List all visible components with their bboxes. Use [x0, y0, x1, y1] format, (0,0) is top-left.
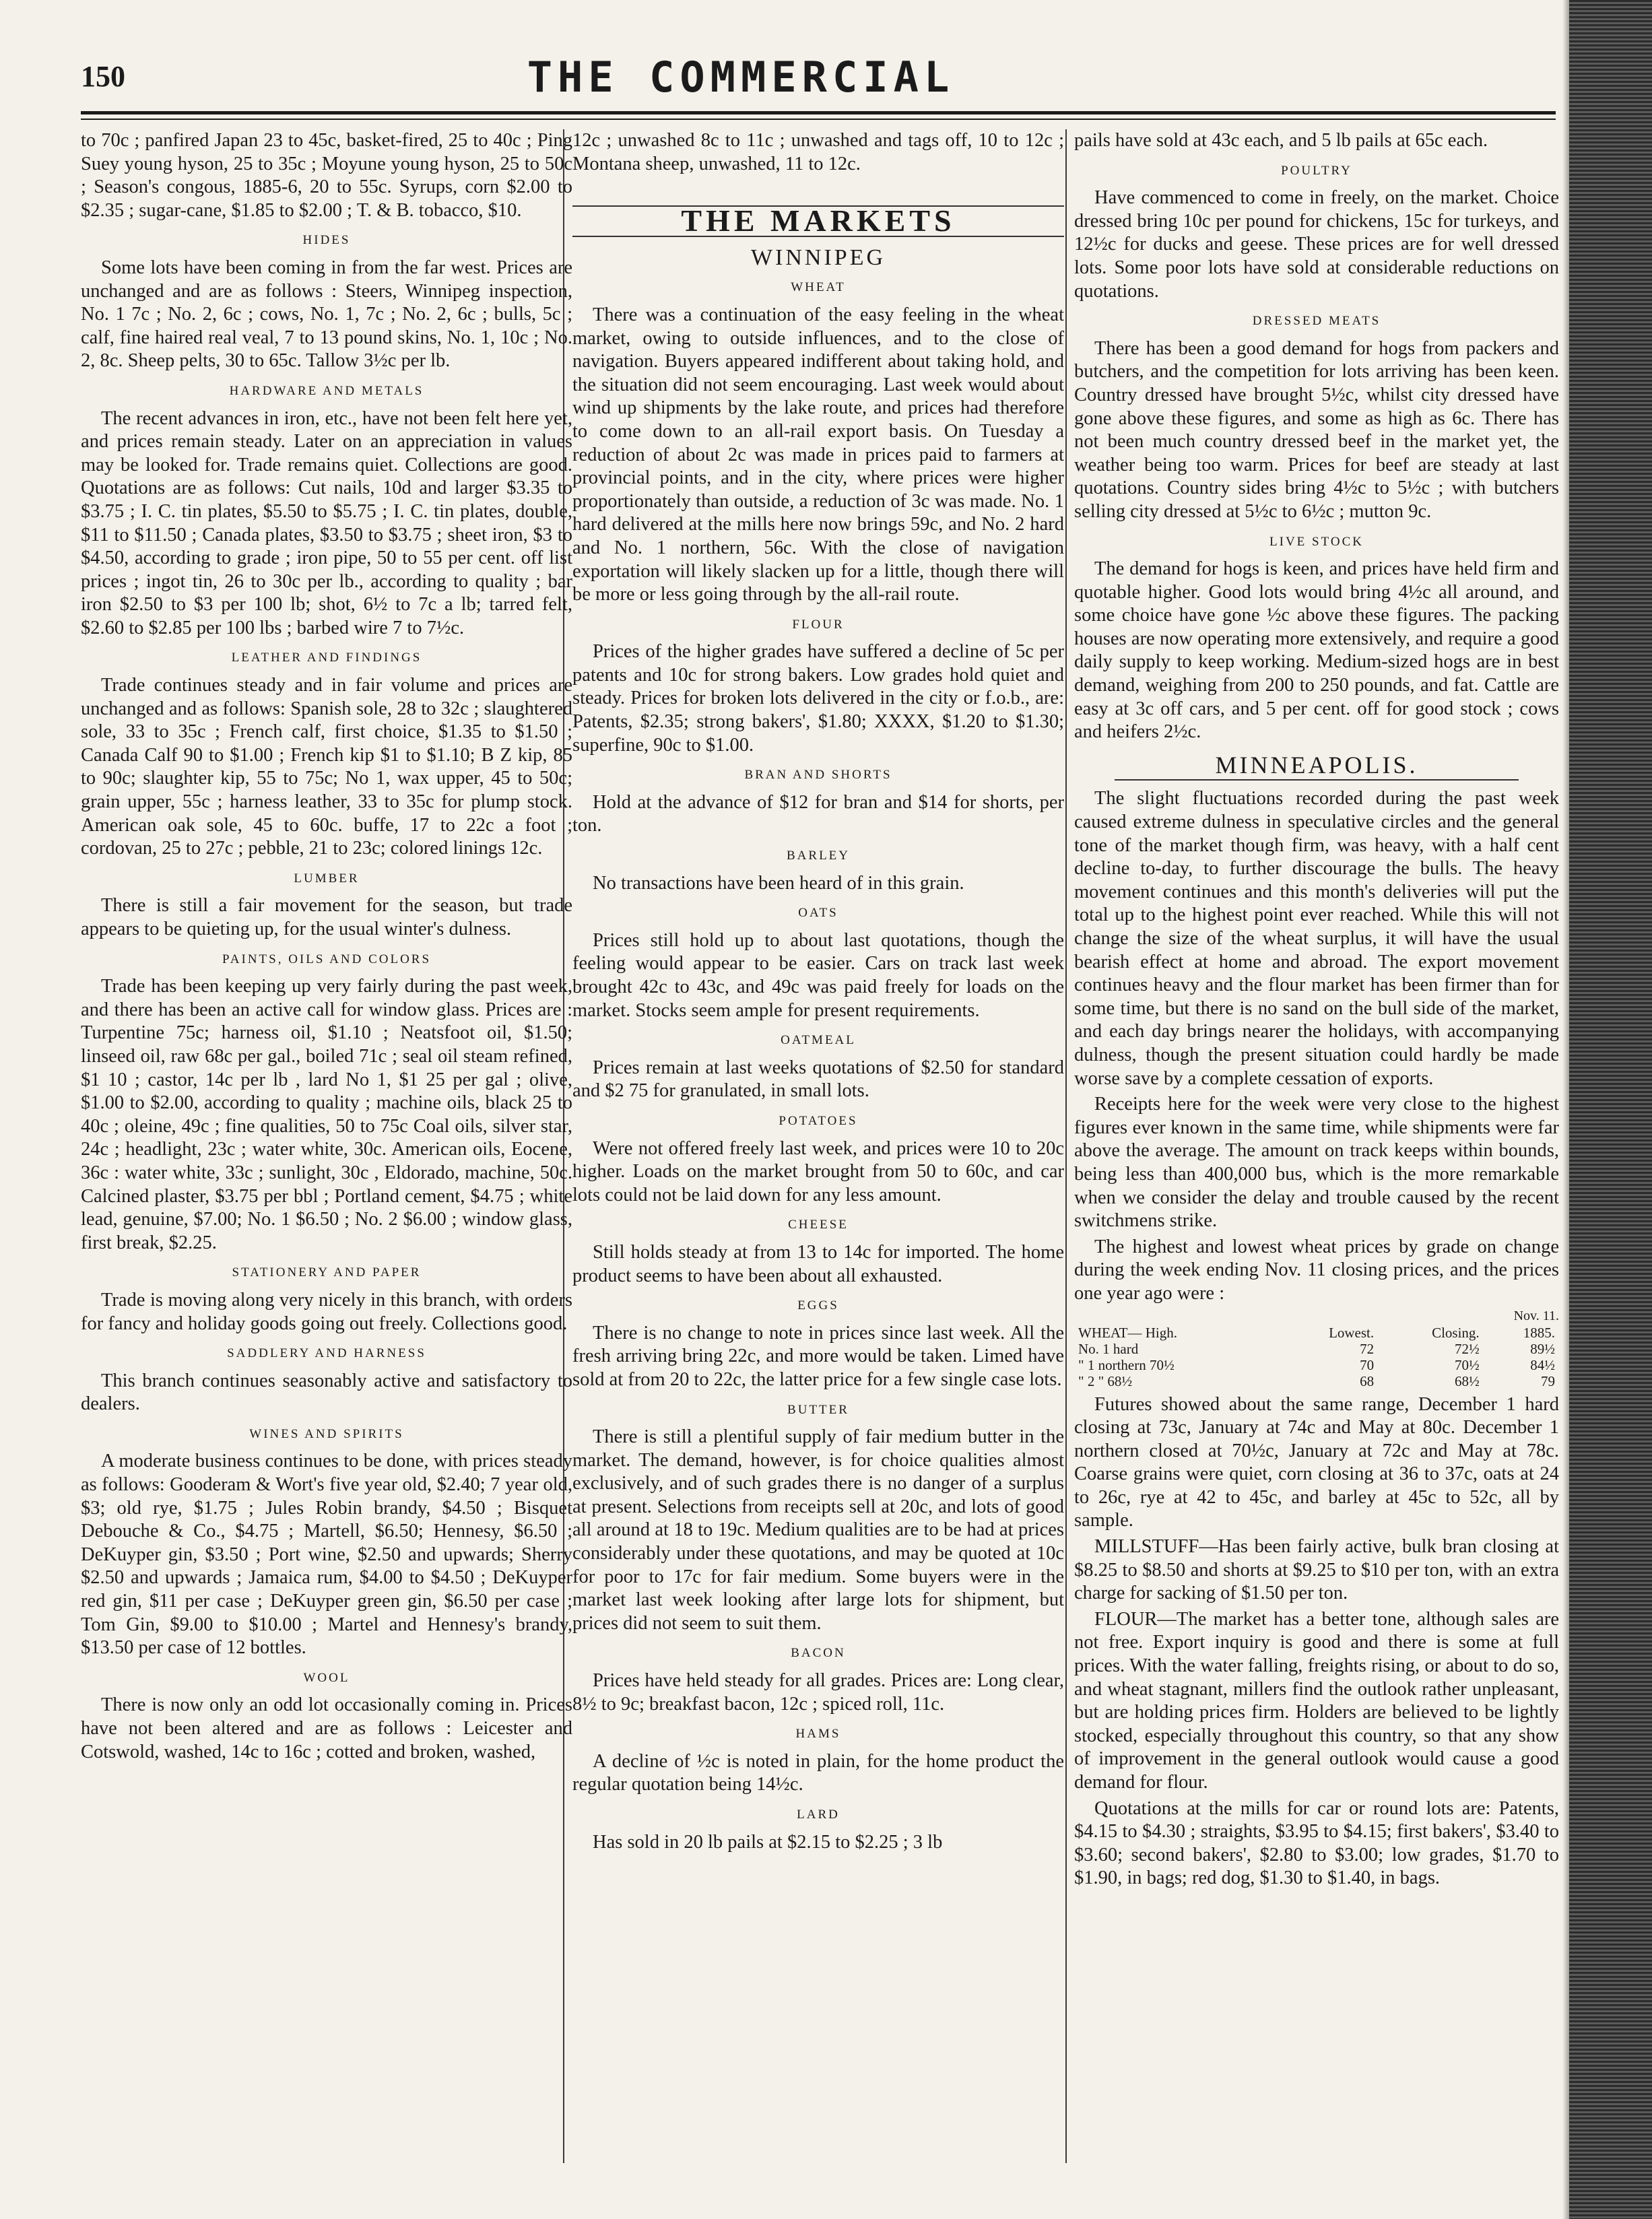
column-right — [1074, 129, 1559, 2177]
table-cell: 68 — [1360, 1372, 1375, 1389]
section-heading-barley: BARLEY — [787, 849, 850, 863]
section-heading-wines: WINES AND SPIRITS — [249, 1426, 404, 1441]
section-heading-lumber: LUMBER — [294, 871, 360, 886]
section-heading-cheese: CHEESE — [788, 1218, 849, 1232]
lard-paragraph-continued: pails have sold at 43c each, and 5 lb pails at 65c each. — [1074, 130, 1488, 151]
minneapolis-paragraph-3: The highest and lowest wheat prices by grade on change during the week ending Nov. 11 closing prices, and the prices one year ago were : — [1074, 1236, 1559, 1304]
table-row — [1074, 1373, 1559, 1389]
table-cell: 70½ — [1454, 1356, 1480, 1373]
minneapolis-paragraph-1: The slight fluctuations recorded during the past week caused extreme dulness in speculative circles and the general tone of the market though firm, was heavy, with a half cent decline to-day, to further discourage the bulls. The heavy movement continues and this month's deliveries will put the total up to the highest point ever reached. While this will not change the size of the wheat surplus, it will have the usual bearish effect at home and abroad. The export movement continues heavy and the flour market has been firmer than for some time, but there is no sand on the bull side of the market, and each day brings nearer the holidays, with accompanying dulness, though the present situation could hardly be made worse save by a complete cessation of exports. — [1074, 788, 1559, 1089]
section-heading-potatoes: POTATOES — [779, 1113, 858, 1128]
millstuff-paragraph: MILLSTUFF—Has been fairly active, bulk bran closing at $8.25 to $8.50 and shorts at $9.25 to $10 per ton, with an extra charge for sacking of $1.50 per ton. — [1074, 1536, 1559, 1604]
table-cell: " 1 northern 70½ — [1078, 1356, 1175, 1373]
wines-paragraph: A moderate business continues to be done, with prices steady as follows: Gooderam & Wort's five year old, $2.40; 7 year old, $3; old rye, $1.75 ; Jules Robin brandy, $4.50 ; Bisquet Debouche & Co., $4.75 ; Martell, $6.50; Hennesy, $6.50 ; DeKuyper gin, $3.50 ; Port wine, $2.50 and upwards; Sherry $2.50 and upwards ; Jamaica rum, $4.00 to $4.50 ; DeKuyper red gin, $11 per case ; DeKuyper green gin, $6.50 per case ; Tom Gin, $9.00 to $10.00 ; Martel and Hennesy's brandy, $13.50 per case of 12 bottles. — [81, 1451, 572, 1659]
table-header-cell: WHEAT— High. — [1078, 1324, 1177, 1341]
masthead-title: THE COMMERCIAL — [527, 53, 955, 102]
section-heading-eggs: EGGS — [797, 1298, 839, 1313]
table-cell: 72 — [1360, 1340, 1375, 1357]
poultry-paragraph: Have commenced to come in freely, on the market. Choice dressed bring 10c per pound for chickens, 15c for turkeys, and 12½c for ducks and geese. These prices are for well dressed lots. Some poor lots have sold at considerable reductions on quotations. — [1074, 187, 1559, 302]
flour-paragraph: Prices of the higher grades have suffered a decline of 5c per patents and 10c for strong bakers. Low grades hold quiet and steady. Prices for broken lots delivered in the city or f.o.b., are: Patents, $2.35; strong bakers', $1.80; XXXX, $1.20 to $1.30; superfine, 90c to $1.00. — [572, 641, 1064, 756]
winnipeg-heading: WINNIPEG — [750, 244, 886, 270]
section-heading-oats: OATS — [798, 906, 838, 921]
minneapolis-heading: MINNEAPOLIS. — [1115, 754, 1519, 781]
barley-paragraph: No transactions have been heard of in this grain. — [593, 872, 964, 894]
column-left — [81, 129, 572, 2177]
section-heading-lard: LARD — [797, 1808, 840, 1822]
potatoes-paragraph: Were not offered freely last week, and prices were 10 to 20c higher. Loads on the market brought from 50 to 60c, and car lots could not be laid down for any less amount. — [572, 1137, 1064, 1205]
stationery-paragraph: Trade is moving along very nicely in this branch, with orders for fancy and holiday goods going out freely. Collections good. — [81, 1289, 572, 1334]
table-row — [1074, 1341, 1559, 1357]
section-heading-stationery: STATIONERY AND PAPER — [232, 1265, 422, 1280]
page-number: 150 — [81, 60, 125, 93]
lard-paragraph: Has sold in 20 lb pails at $2.15 to $2.25 ; 3 lb — [593, 1831, 943, 1853]
section-heading-poultry: POULTRY — [1281, 163, 1352, 178]
minneapolis-paragraph-4: Futures showed about the same range, December 1 hard closing at 73c, January at 74c and May at 80c. December 1 northern closed at 70½c, January at 72c and May at 78c. Coarse grains were quiet, corn closing at 36 to 37c, oats at 24 to 26c, rye at 42 to 45c, and barley at 45c to 52c, all by sample. — [1074, 1393, 1559, 1531]
butter-paragraph: There is still a plentiful supply of fair medium butter in the market. The demand, however, is for choice qualities almost exclusively, and of such grades there is no danger of a surplus at present. Selections from receipts sell at 20c, and lots of good all around at 18 to 19c. Medium qualities are to be had at prices considerably under these quotations, and may be quoted at 10c for poor to 17c for fair medium. Some buyers were in the market last week looking after large lots for shipment, but prices did not seem to suit them. — [572, 1426, 1064, 1634]
table-header-cell: Lowest. — [1329, 1324, 1375, 1341]
table-cell: " 2 " 68½ — [1078, 1372, 1133, 1389]
table-header-cell: Closing. — [1432, 1324, 1480, 1341]
column-divider — [1065, 129, 1067, 2163]
section-heading-butter: BUTTER — [787, 1402, 849, 1417]
table-date-label: Nov. 11. — [1513, 1308, 1559, 1323]
section-heading-dressed-meats: DRESSED MEATS — [1252, 314, 1381, 329]
table-cell: 84½ — [1530, 1356, 1555, 1373]
oats-paragraph: Prices still hold up to about last quotations, though the feeling would appear to be easier. Cars on track last week brought 42c to 43c, and 49c was paid freely for loads on the market. Stocks seem ample for present requirements. — [572, 929, 1064, 1021]
section-heading-wool: WOOL — [303, 1670, 350, 1685]
flour-market-paragraph: FLOUR—The market has a better tone, although sales are not free. Export inquiry is good and there is some at full prices. With the water falling, freights rising, or about to do so, and wheat stagnant, millers find the outlook rather unpleasant, but are holding prices firm. Holders are believed to be lightly stocked, especially throughout this country, so that any show of improvement in the general outlook would cause a good demand for flour. — [1074, 1608, 1559, 1793]
paints-paragraph: Trade has been keeping up very fairly during the past week, and there has been an active call for window glass. Prices are : Turpentine 75c; harness oil, $1.10 ; Neatsfoot oil, $1.50; linseed oil, raw 68c per gal., boiled 71c ; seal oil steam refined, $1 10 ; castor, 14c per lb , lard No 1, $1 25 per gal ; olive, $1.00 to $2.00, according to quality ; machine oils, black 25 to 40c ; oleine, 49c ; fine qualities, 50 to 75c Coal oils, silver star, 24c ; headlight, 23c ; water white, 30c. American oils, Eocene, 36c : water white, 33c ; sunlight, 30c , Eldorado, machine, 50c. Calcined plaster, $3.75 per bbl ; Portland cement, $4.75 ; white lead, genuine, $7.00; No. 1 $6.50 ; No. 2 $6.00 ; window glass, first break, $2.25. — [81, 976, 572, 1253]
wheat-paragraph: There was a continuation of the easy feeling in the wheat market, owing to outside influences, and to the close of navigation. Buyers appeared indifferent about taking hold, and the situation did not seem encouraging. Last week would about wind up shipments by the lake route, and prices had therefore to come down to an all-rail export basis. On Tuesday a reduction of about 2c was made in prices paid to farmers at provincial points, and in the city, where prices were higher proportionately than outside, a reduction of 3c was made. No. 1 hard delivered at the mills here now brings 59c, and No. 2 hard and No. 1 northern, 56c. With the close of navigation exportation will likely slacken up for a little, though there will be more or less going through by the all-rail route. — [572, 304, 1064, 605]
bacon-paragraph: Prices have held steady for all grades. Prices are: Long clear, 8½ to 9c; breakfast bacon, 12c ; spiced roll, 11c. — [572, 1670, 1064, 1715]
section-heading-bran: BRAN AND SHORTS — [744, 768, 892, 783]
header-rule-thick — [81, 111, 1556, 114]
table-cell: 89½ — [1530, 1340, 1555, 1357]
oatmeal-paragraph: Prices remain at last weeks quotations of $2.50 for standard and $2 75 for granulated, in small lots. — [572, 1057, 1064, 1102]
wool-paragraph-continued: 12c ; unwashed 8c to 11c ; unwashed and tags off, 10 to 12c ; Montana sheep, unwashed, 11 to 12c. — [572, 130, 1064, 174]
section-heading-live-stock: LIVE STOCK — [1269, 534, 1364, 549]
eggs-paragraph: There is no change to note in prices since last week. All the fresh arriving bring 22c, and more would be taken. Limed have sold at from 20 to 22c, the latter price for a few single case lots. — [572, 1322, 1064, 1390]
section-heading-hardware: HARDWARE AND METALS — [229, 383, 424, 398]
live-stock-paragraph: The demand for hogs is keen, and prices have held firm and quotable higher. Good lots would bring 4½c all around, and some choice have gone ½c above these figures. The packing houses are now operating more extensively, and require a good daily supply to keep working. Medium-sized hogs are in best demand, weighing from 200 to 250 pounds, and fat. Cattle are easy at 3c off cars, and 5 per cent. off for good stock ; cows and heifers 2½c. — [1074, 558, 1559, 743]
wool-paragraph: There is now only an odd lot occasionally coming in. Prices have not been altered and are as follows : Leicester and Cotswold, washed, 14c to 16c ; cotted and broken, washed, — [81, 1694, 572, 1762]
bran-paragraph: Hold at the advance of $12 for bran and $14 for shorts, per ton. — [572, 791, 1064, 836]
section-heading-wheat: WHEAT — [791, 280, 846, 295]
table-header-row — [1074, 1325, 1559, 1341]
table-cell: No. 1 hard — [1078, 1340, 1139, 1357]
section-heading-paints: PAINTS, OILS AND COLORS — [222, 952, 432, 966]
table-cell: 72½ — [1454, 1340, 1480, 1357]
hardware-paragraph: The recent advances in iron, etc., have not been felt here yet, and prices remain steady. Later on an appreciation in values may be looked for. Trade remains quiet. Collections are good. Quotations are as follows: Cut nails, 10d and larger $3.35 to $3.75 ; I. C. tin plates, $5.50 to $5.75 ; I. C. tin plates, double, $11 to $11.50 ; Canada plates, $3.50 to $3.75 ; sheet iron, $3 to $4.50, according to grade ; iron pipe, 50 to 55 per cent. off list prices ; ingot tin, 26 to 30c per lb., according to quality ; bar iron $2.50 to $3 per 100 lb; shot, 6½ to 7c a lb; tarred felt, $2.60 to $2.85 per 100 lbs ; barbed wire 7 to 7½c. — [81, 407, 572, 638]
minneapolis-paragraph-2: Receipts here for the week were very close to the highest figures ever known in the same time, while shipments were far above the average. The amount on track keeps within bounds, being less than 400,000 bus, which is the more remarkable when we consider the delay and trouble caused by the recent switchmens strike. — [1074, 1094, 1559, 1232]
section-heading-leather: LEATHER AND FINDINGS — [231, 651, 422, 665]
leather-paragraph: Trade continues steady and in fair volume and prices are unchanged and as follows: Spanish sole, 28 to 32c ; slaughtered sole, 33 to 35c ; French calf, first choice, $1.35 to $1.50 ; Canada Calf 90 to $1.00 ; French kip $1 to $1.10; B Z kip, 85 to 90c; slaughter kip, 55 to 75c; No 1, wax upper, 45 to 50c; grain upper, 55c ; harness leather, 33 to 35c for plump stock. American oak sole, 45 to 60c. buffe, 17 to 22c a foot ; cordovan, 25 to 27c ; pebble, 21 to 23c; colored linings 12c. — [81, 675, 572, 859]
markets-heading: THE MARKETS — [572, 205, 1064, 237]
section-heading-hams: HAMS — [795, 1727, 841, 1742]
wheat-price-table — [1074, 1325, 1559, 1389]
book-binding-edge — [1569, 0, 1652, 2219]
tea-prices-continued: to 70c ; panfired Japan 23 to 45c, basket-fired, 25 to 40c ; Ping Suey young hyson, 25 to 35c ; Moyune young hyson, 25 to 50c ; Season's congous, 1885-6, 20 to 55c. Syrups, corn $2.00 to $2.35 ; sugar-cane, $1.85 to $2.00 ; T. & B. tobacco, $10. — [81, 130, 572, 221]
mill-quotations-paragraph: Quotations at the mills for car or round lots are: Patents, $4.15 to $4.30 ; straights, $3.95 to $4.15; first bakers', $3.40 to $3.60; second bakers', $2.80 to $3.00; low grades, $1.70 to $1.90, in bags; red dog, $1.30 to $1.40, in bags. — [1074, 1797, 1559, 1889]
section-heading-saddlery: SADDLERY AND HARNESS — [227, 1346, 426, 1361]
cheese-paragraph: Still holds steady at from 13 to 14c for imported. The home product seems to have been about all exhausted. — [572, 1241, 1064, 1286]
section-heading-flour: FLOUR — [792, 617, 845, 632]
section-heading-hides: HIDES — [302, 233, 351, 248]
header-rule-thin — [81, 119, 1556, 120]
column-middle — [572, 129, 1064, 2177]
saddlery-paragraph: This branch continues seasonably active and satisfactory to dealers. — [81, 1370, 572, 1415]
section-heading-oatmeal: OATMEAL — [781, 1033, 856, 1048]
hams-paragraph: A decline of ½c is noted in plain, for the home product the regular quotation being 14½c. — [572, 1750, 1064, 1795]
hides-paragraph: Some lots have been coming in from the far west. Prices are unchanged and are as follows : Steers, Winnipeg inspection, No. 1 7c ; No. 2, 6c ; cows, No. 1, 7c ; No. 2, 6c ; bulls, 5c ; calf, fine haired real veal, 7 to 13 pound skins, No. 1, 10c ; No. 2, 8c. Sheep pelts, 30 to 65c. Tallow 3½c per lb. — [81, 257, 572, 372]
table-header-cell: 1885. — [1523, 1324, 1555, 1341]
lumber-paragraph: There is still a fair movement for the season, but trade appears to be quieting up, for the usual winter's dulness. — [81, 895, 572, 939]
table-cell: 68½ — [1454, 1372, 1480, 1389]
dressed-meats-paragraph: There has been a good demand for hogs from packers and butchers, and the competition for lots arriving has been keen. Country dressed have brought 5½c, whilst city dressed have gone above these figures, and some as high as 6c. There has not been much country dressed beef in the market yet, the weather being too warm. Prices for beef are steady at last quotations. Country sides bring 4½c to 5½c ; with butchers selling city dressed at 5½c to 6½c ; mutton 9c. — [1074, 337, 1559, 522]
section-heading-bacon: BACON — [791, 1646, 846, 1661]
table-row — [1074, 1357, 1559, 1373]
table-cell: 70 — [1360, 1356, 1375, 1373]
table-cell: 79 — [1541, 1372, 1555, 1389]
